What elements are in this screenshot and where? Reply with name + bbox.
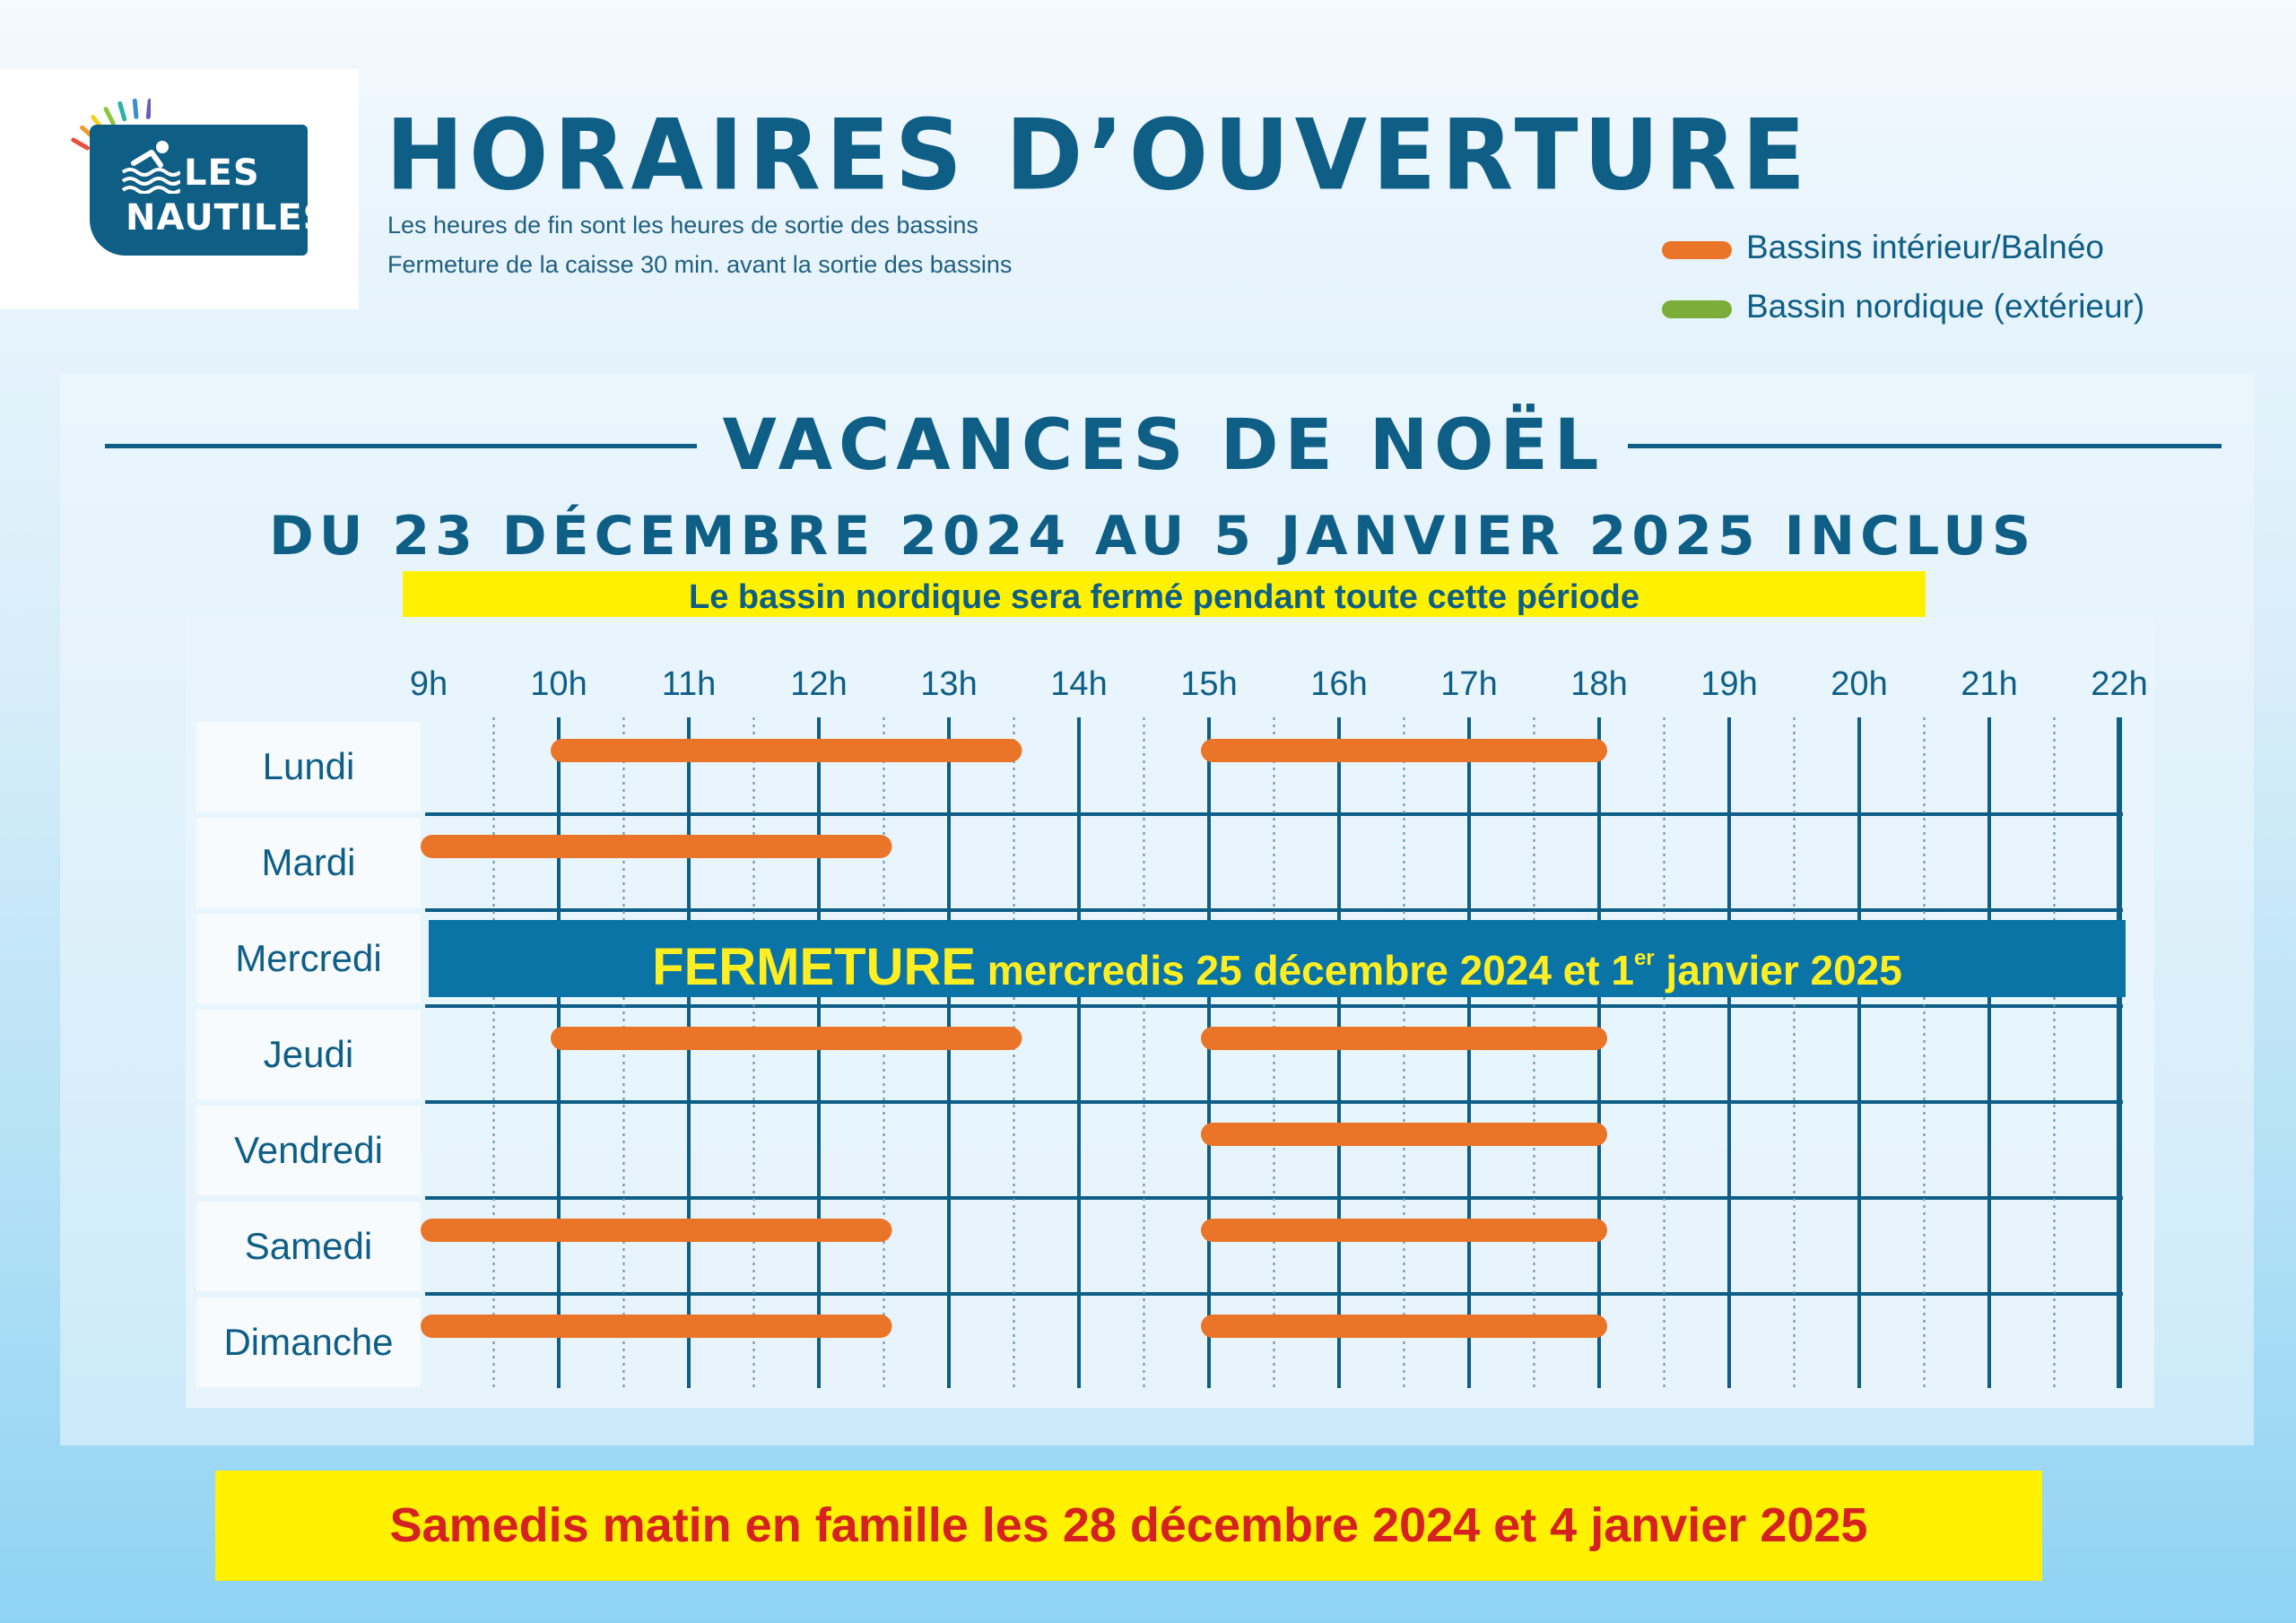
closure-text <box>429 920 2126 997</box>
day-label-mardi: Mardi <box>261 841 356 883</box>
day-label-jeudi: Jeudi <box>263 1033 354 1075</box>
hour-label: 19h <box>1700 665 1758 703</box>
hour-label: 9h <box>409 665 448 703</box>
family-text: Samedis matin en famille les 28 décembre 2024 et 4 janvier 2025 <box>389 1498 1868 1552</box>
hour-label: 15h <box>1180 665 1238 703</box>
logo-text-nautiles: NAUTILES <box>126 197 330 239</box>
day-label-dimanche: Dimanche <box>223 1321 394 1363</box>
day-label-samedi: Samedi <box>244 1225 373 1267</box>
hour-label: 13h <box>920 665 978 703</box>
closure-text-b: janvier 2025 <box>1654 947 1902 994</box>
day-label-mercredi: Mercredi <box>235 937 382 979</box>
legend-label-indoor: Bassins intérieur/Balnéo <box>1746 229 2104 265</box>
page-title: HORAIRES D’OUVERTURE <box>386 97 1812 213</box>
hour-label: 20h <box>1831 665 1888 703</box>
hour-label: 17h <box>1440 665 1498 703</box>
hour-label: 16h <box>1310 665 1368 703</box>
day-label-vendredi: Vendredi <box>234 1129 383 1171</box>
closure-strong: FERMETURE <box>652 938 977 996</box>
hour-label: 14h <box>1050 665 1108 703</box>
notice-text: Le bassin nordique sera fermé pendant toute cette période <box>688 578 1639 616</box>
subtitle-exit-times: Les heures de fin sont les heures de sortie des bassins <box>387 212 978 239</box>
subtitle-cashier-closing: Fermeture de la caisse 30 min. avant la sortie des bassins <box>387 251 1013 278</box>
hour-label: 21h <box>1961 665 2018 703</box>
period-title: VACANCES DE NOËL <box>722 405 1605 486</box>
hour-label: 18h <box>1570 665 1628 703</box>
closure-sup: er <box>1633 946 1655 970</box>
logo-text-les: LES <box>184 152 260 194</box>
hour-label: 11h <box>661 665 717 703</box>
day-label-lundi: Lundi <box>262 745 355 787</box>
period-dates: DU 23 DÉCEMBRE 2024 AU 5 JANVIER 2025 INCLUS <box>269 505 2037 568</box>
hour-label: 12h <box>790 665 848 703</box>
closure-text-a: mercredis 25 décembre 2024 et 1 <box>976 947 1634 994</box>
hour-label: 10h <box>530 665 587 703</box>
hour-label: 22h <box>2091 665 2148 703</box>
legend-label-nordic: Bassin nordique (extérieur) <box>1746 288 2145 325</box>
